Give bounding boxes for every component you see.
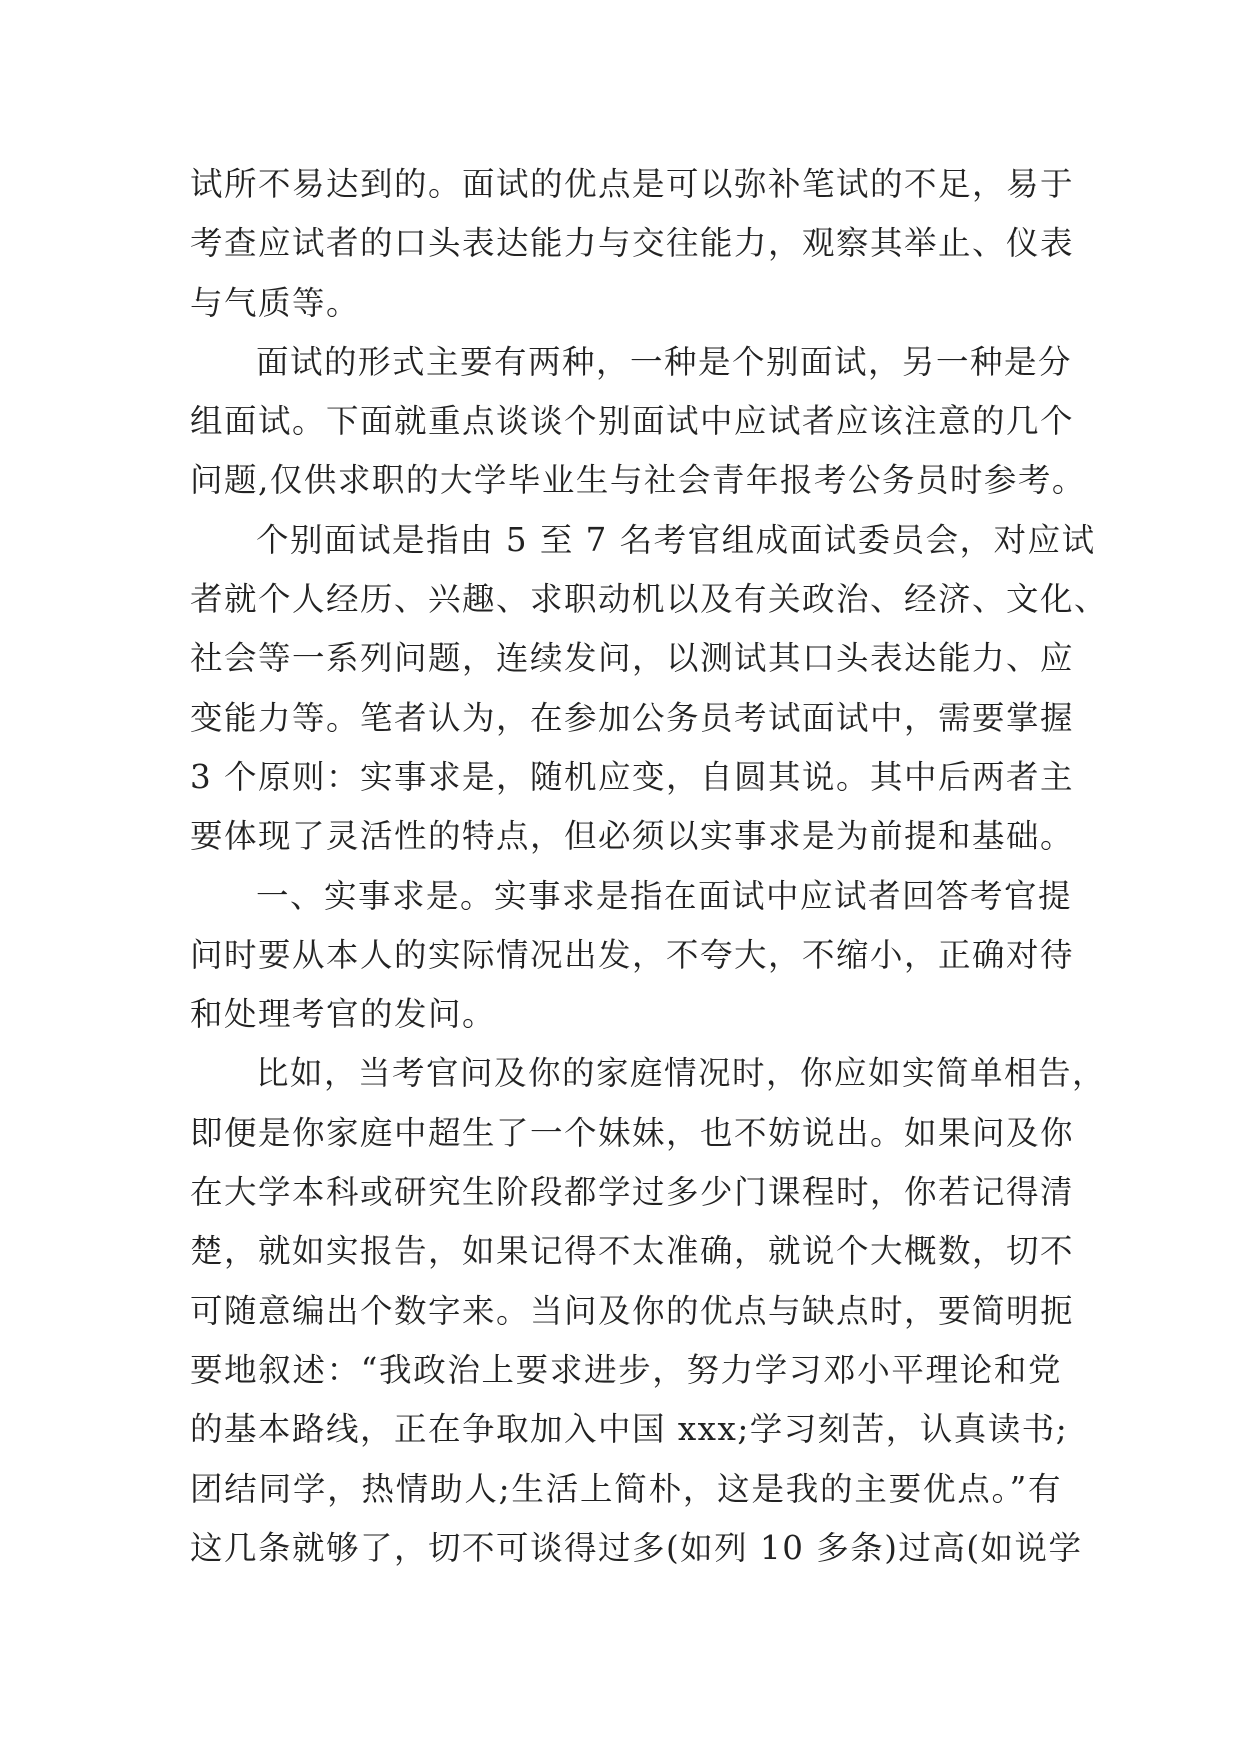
- text-line: 与气质等。: [190, 283, 361, 322]
- text-line: 社会等一系列问题，连续发问，以测试其口头表达能力、应: [190, 639, 1075, 678]
- text-line: 面试的形式主要有两种，一种是个别面试，另一种是分: [256, 342, 1073, 381]
- text-line: 楚，就如实报告，如果记得不太准确，就说个大概数，切不: [190, 1232, 1075, 1271]
- text-line: 要体现了灵活性的特点，但必须以实事求是为前提和基础。: [190, 817, 1075, 856]
- text-line: 问题,仅供求职的大学毕业生与社会青年报考公务员时参考。: [190, 461, 1086, 500]
- text-line: 在大学本科或研究生阶段都学过多少门课程时，你若记得清: [190, 1173, 1075, 1212]
- text-line: 和处理考官的发问。: [190, 995, 497, 1034]
- text-line: 可随意编出个数字来。当问及你的优点与缺点时，要简明扼: [190, 1291, 1075, 1330]
- text-line: 个别面试是指由 5 至 7 名考官组成面试委员会，对应试: [256, 520, 1096, 559]
- text-line: 变能力等。笔者认为，在参加公务员考试面试中，需要掌握: [190, 698, 1075, 737]
- text-line: 要地叙述：“我政治上要求进步，努力学习邓小平理论和党: [190, 1350, 1062, 1389]
- text-line: 即便是你家庭中超生了一个妹妹，也不妨说出。如果问及你: [190, 1113, 1075, 1152]
- text-line: 3 个原则：实事求是，随机应变，自圆其说。其中后两者主: [190, 757, 1075, 796]
- text-line: 组面试。下面就重点谈谈个别面试中应试者应该注意的几个: [190, 402, 1075, 441]
- text-line: 试所不易达到的。面试的优点是可以弥补笔试的不足，易于: [190, 165, 1075, 203]
- text-line: 问时要从本人的实际情况出发，不夸大，不缩小，正确对待: [190, 935, 1075, 974]
- text-line: 团结同学，热情助人;生活上简朴，这是我的主要优点。”有: [190, 1469, 1062, 1508]
- text-line: 一、实事求是。实事求是指在面试中应试者回答考官提: [256, 876, 1073, 915]
- text-line: 比如，当考官问及你的家庭情况时，你应如实简单相告，: [256, 1054, 1107, 1093]
- body-text: [190, 155, 1109, 1578]
- text-line: 的基本路线，正在争取加入中国 xxx;学习刻苦，认真读书;: [190, 1410, 1069, 1449]
- text-line: 这几条就够了，切不可谈得过多(如列 10 多条)过高(如说学: [190, 1528, 1083, 1567]
- text-line: 者就个人经历、兴趣、求职动机以及有关政治、经济、文化、: [190, 580, 1109, 619]
- text-line: 考查应试者的口头表达能力与交往能力，观察其举止、仪表: [190, 224, 1075, 263]
